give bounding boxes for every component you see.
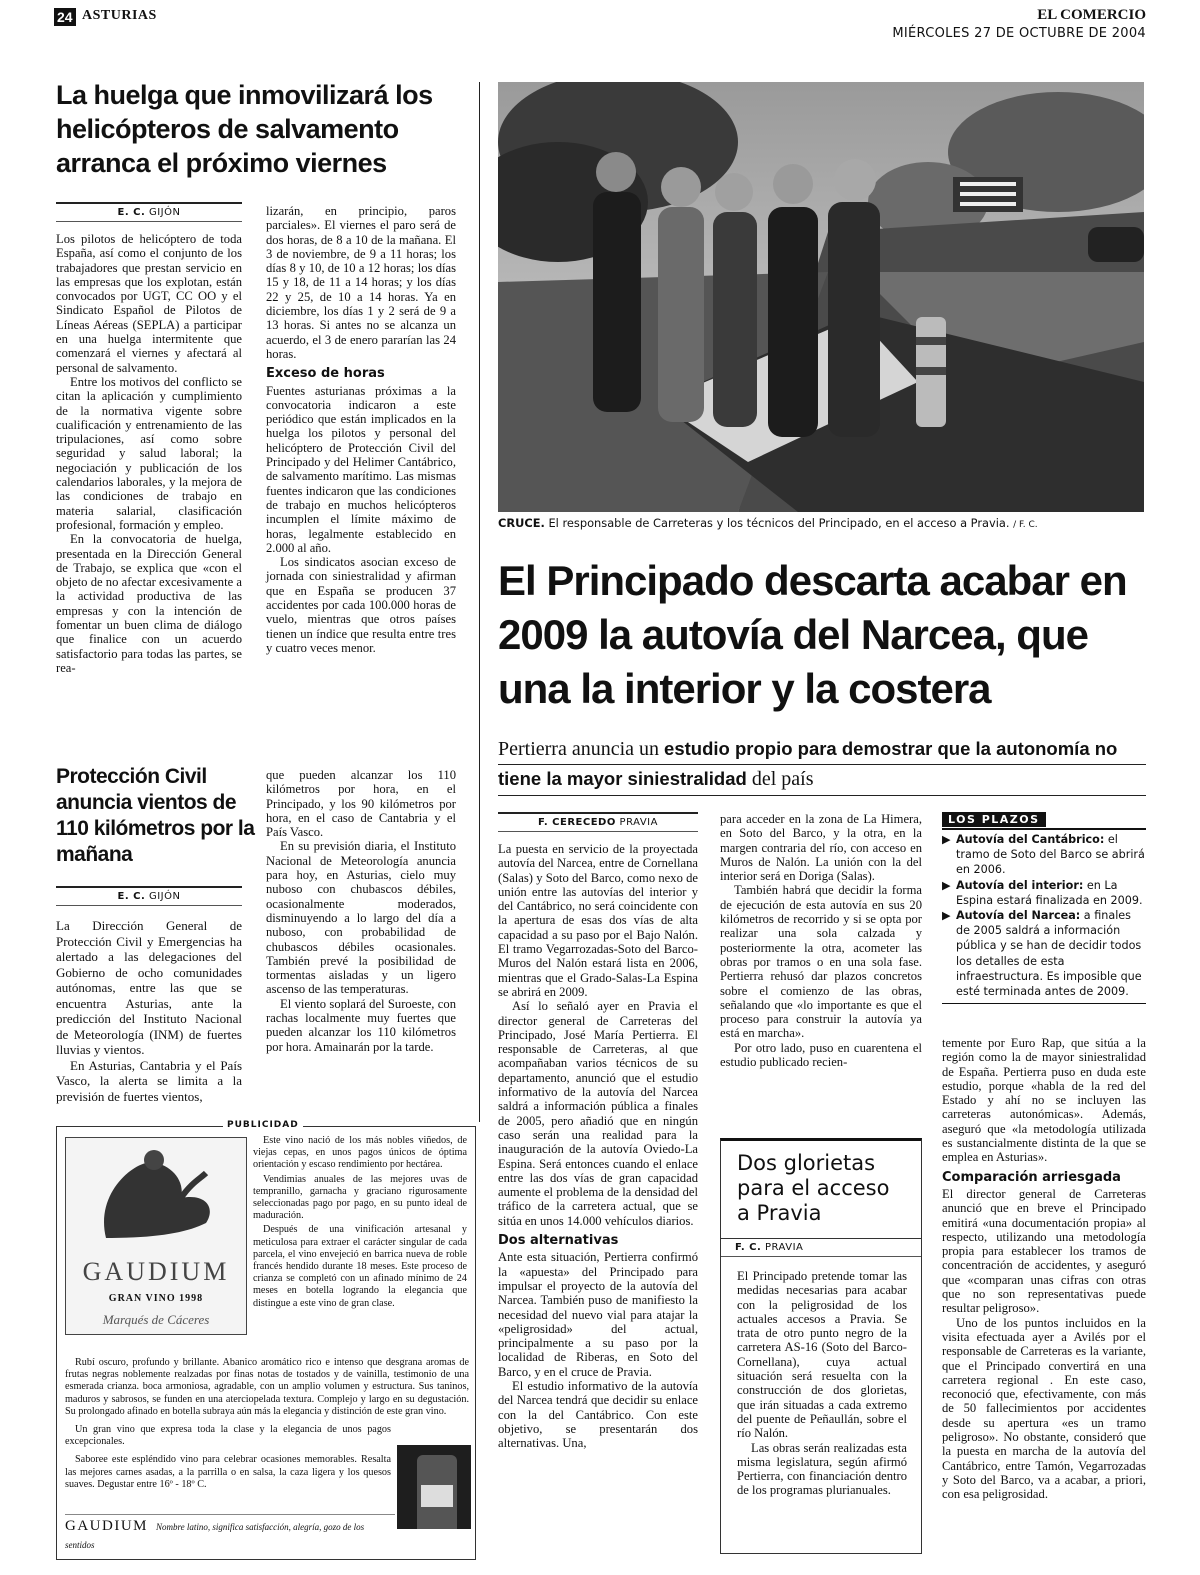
issue-date: MIÉRCOLES 27 DE OCTUBRE DE 2004 — [892, 26, 1146, 41]
paragraph: Así lo señaló ayer en Pravia el director general de Carreteras del Principado, José María Pertierra. El responsable de Carreteras, al que acompañaban varios técnicos de su departamento, anunció que el estudio informativo de la autovía del Narcea saldrá a información pública a finales de 2005, pero añadió que en ningún caso serán una realidad para la inauguración de la autovía Oviedo-La Espina. Será entonces cuando el enlace entre las dos vías de gran capacidad aumente el problema de la densidad del tráfico de la carretera actual, que se sitúa en unos 14.000 vehículos diarios. — [498, 999, 698, 1228]
column-rule — [479, 82, 480, 1122]
byline-place: PRAVIA — [764, 1242, 804, 1253]
paragraph: Uno de los puntos incluidos en la visita efectuada ayer a Avilés por el responsable de Carreteras es la variante, que el Principado convertirá en una carretera regional . En este caso, reconoció que, efectivamente, con más de 50 fallecimientos por accidentes desde su apertura «es un tramo peligroso». No obstante, consideró que la puesta en marcha de la autovía del Cantábrico, entre Tamón, Vegarrozadas y Soto del Barco, va a acabar, a priori, con esa peligrosidad. — [942, 1315, 1146, 1502]
page-header — [54, 6, 1146, 44]
ad-paragraph: Saboree este espléndido vino para celebrar ocasiones memorables. Resalta las mejores carnes asadas, a la parrilla o en salsa, la caza ligera y los quesos suaves. Degustar entre 16º - 18º C. — [65, 1454, 391, 1490]
paragraph: El viento soplará del Suroeste, con rachas localmente muy fuertes que pueden alcanzar los 110 kilómetros por hora. Amainarán por la tarde. — [266, 996, 456, 1054]
ad-footer-tagline: Nombre latino, significa satisfacción, alegría, gozo de los sentidos — [65, 1522, 365, 1550]
huelga-byline — [56, 202, 242, 222]
byline-place: GIJÓN — [148, 891, 181, 902]
byline-author: F. CERECEDO — [538, 817, 616, 828]
paragraph: Ante esta situación, Pertierra confirmó la «apuesta» del Principado para impulsar el proyecto de la autovía del Narcea. También puso de manifiesto la necesidad del nuevo vial para atajar la «peligrosidad» del actual, principalmente a su paso por la localidad de Riberas, en Soto del Barco, y en el cruce de Pravia. — [498, 1250, 698, 1379]
bullet-icon: ▶ — [942, 833, 951, 846]
proteccion-byline — [56, 886, 242, 906]
proteccion-headline: Protección Civil anuncia vientos de 110 kilómetros por la mañana — [56, 765, 255, 866]
bullet-icon: ▶ — [942, 909, 951, 923]
ad-paragraph: Este vino nació de los más nobles viñedos, de viejas cepas, en unos pagos únicos de óptima orientación y escaso rendimiento por hectárea. — [253, 1135, 467, 1171]
huelga-subhead: Exceso de horas — [266, 366, 385, 382]
glorietas-body — [737, 1269, 907, 1498]
huelga-column-2 — [266, 204, 456, 655]
proteccion-column-2 — [266, 768, 456, 1054]
paragraph: Las obras serán realizadas esta misma legislatura, según afirmó Pertierra, con financiación dentro de los programas plurianuales. — [737, 1440, 907, 1498]
paragraph: El estudio informativo de la autovía del Narcea tendrá que decidir su enlace con la del Cantábrico. Con este objetivo, se presentarán dos alternativas. Una, — [498, 1378, 698, 1451]
paragraph: En la convocatoria de huelga, presentada en la Dirección General de Trabajo, se explica que «con el objeto de no afectar excesivamente a la actividad productiva de las empresas y con la intención de fomentar un buen clima de diálogo que finalice con un acuerdo satisfactorio para todas las partes, se rea- — [56, 532, 242, 675]
ad-label-box — [65, 1137, 247, 1335]
huelga-column-1 — [56, 232, 242, 675]
bottle-icon — [397, 1445, 471, 1529]
caption-lead: CRUCE. — [498, 516, 545, 530]
main-headline: El Principado descarta acabar en 2009 la autovía del Narcea, que una la interior y la costera — [498, 557, 1127, 712]
paragraph: El director general de Carreteras anunció que en breve el Principado emitirá «una documentación propia» al respecto, utilizando una metodología propia para establecer los tramos de concentración de accidentes, y aseguró que «comparan unas cifras con otras que no son representativas puede resultar peligroso». — [942, 1186, 1146, 1316]
ad-paragraph: Un gran vino que expresa toda la clase y la elegancia de unos pagos excepcionales. — [65, 1424, 391, 1448]
deck-rule-bottom — [498, 795, 1146, 796]
paragraph: Fuentes asturianas próximas a la convocatoria indicaron a este periódico que están implicados en la huelga los pilotos y personal del helicóptero de Protección Civil del Principado y del Helimer Cantábrico, de salvamento marítimo. Las mismas fuentes indicaron que las condiciones de trabajo en muchos helicópteros incumplen el límite máximo de horas, legalmente establecido en 2.000 al año. — [266, 383, 456, 555]
bacchus-figure-icon — [66, 1138, 246, 1248]
paragraph: Entre los motivos del conflicto se citan la aplicación y cumplimiento de la normativa vigente sobre cualificación y entrenamiento de las tripulaciones, así como sobre seguridad y salud laboral; la negociación y publicación de los calendarios laborales, y la mejora de las condiciones de trabajo en materia salarial, clasificación profesional, formación y empleo. — [56, 374, 242, 532]
ad-vintage: GRAN VINO 1998 — [108, 1293, 204, 1304]
plazos-item-text: el tramo de Soto del Barco se abrirá en 2006. — [956, 833, 1145, 877]
paragraph: que pueden alcanzar los 110 kilómetros por hora, en el Principado, y los 90 kilómetros por hora, en el caso de Cantabria y el País Vasco. — [266, 768, 456, 840]
byline-author: F. C. — [735, 1242, 762, 1253]
ad-producer: Marqués de Cáceres — [102, 1312, 210, 1327]
section-name: ASTURIAS — [82, 8, 157, 23]
glorietas-headline: Dos glorietas para el acceso a Pravia — [737, 1151, 890, 1225]
ad-text-top — [253, 1135, 467, 1310]
paragraph: temente por Euro Rap, que sitúa a la región como la de mayor siniestralidad de España. Pertierra puso en duda este estudio, porque «habla de la red del Estado y ahí no se incluyen las carreteras autonómicas». Además, aseguró que «la metodología utilizada es sustancialmente distinta de la que se emplea en Asturias». — [942, 1036, 1146, 1165]
plazos-item-name: Autovía del Cantábrico: — [956, 833, 1105, 846]
plazos-item — [942, 832, 1146, 878]
paragraph: La Dirección General de Protección Civil y Emergencias ha alertado a las delegaciones del Gobierno de ocho comunidades autónomas, entre las que se encuentra Asturias, ante la predicción del Instituto Nacional de Meteorología (INM) de fuertes lluvias y vientos. — [56, 918, 242, 1057]
caption-text: El responsable de Carreteras y los técnicos del Principado, en el acceso a Pravia. — [548, 516, 1010, 530]
main-column-3 — [942, 1036, 1146, 1502]
deck-part-3: del país — [746, 768, 814, 790]
newspaper-name: EL COMERCIO — [1037, 7, 1146, 23]
paragraph: Los pilotos de helicóptero de toda España, así como el conjunto de los trabajadores que prestan servicio en las empresas que los explotan, están convocados por UGT, CC OO y el Sindicato Español de Pilotos de Líneas Aéreas (SEPLA) a participar en una huelga intermitente que comenzará el viernes y afectará al personal de salvamento. — [56, 232, 242, 375]
deck-part-1: Pertierra anuncia un — [498, 738, 665, 760]
plazos-item-name: Autovía del Narcea: — [956, 909, 1081, 923]
byline-author: E. C. — [117, 207, 146, 218]
paragraph: La puesta en servicio de la proyectada autovía del Narcea, entre de Cornellana (Salas) y Soto del Barco, como nexo de unión entre las autovías del interior y del Cantábrico, no será coincidente con la apertura de esas dos vías de alta capacidad a su paso por el Bajo Nalón. El tramo Vegarrozadas-Soto del Barco-Muros del Nalón estará lista en 2006, mientras que el Grado-Salas-La Espina se abrirá en 2009. — [498, 842, 698, 999]
deck-rule — [498, 764, 1146, 765]
bullet-icon: ▶ — [942, 878, 951, 892]
ad-footer-brand: GAUDIUM — [65, 1518, 148, 1534]
plazos-list — [942, 832, 1146, 999]
plazos-box — [942, 810, 1146, 1004]
photo-credit: / F. C. — [1013, 520, 1038, 530]
ad-paragraph: Vendimias anuales de las mejores uvas de tempranillo, garnacha y graciano rigurosamente seleccionadas pago por pago, en su punto ideal de maduración. — [253, 1173, 467, 1222]
paragraph: En Asturias, Cantabria y el País Vasco, la alerta se limita a la previsión de fuertes vientos, — [56, 1057, 242, 1104]
paragraph: En su previsión diaria, el Instituto Nacional de Meteorología anuncia para hoy, en Asturias, cielo muy nuboso con chubascos débiles, ocasionalmente moderados, disminuyendo a lo largo del día a nuboso, con probabilidad de chubascos débiles ocasionales. También prevé la posibilidad de tormentas aisladas y un ligero ascenso de las temperaturas. — [266, 839, 456, 997]
paragraph: El Principado pretende tomar las medidas necesarias para acabar con la peligrosidad de los actuales accesos a Pravia. Se trata de otro punto negro de la carretera AS-16 (Soto del Barco-Cornellana), cuya actual situación será resuelta con la construcción de dos glorietas, que irán situadas a cada extremo del puente de Peñaullán, sobre el río Nalón. — [737, 1269, 907, 1441]
photo-caption — [498, 516, 1148, 530]
glorietas-box — [720, 1138, 922, 1554]
plazos-item — [942, 908, 1146, 999]
paragraph: lizarán, en principio, paros parciales». El viernes el paro será de dos horas, de 8 a 10 de la mañana. El 3 de noviembre, de 9 a 11 horas; los días 8 y 10, de 10 a 12 horas; los días 15 y 18, de 11 a 14 horas; y los días 22 y 25, de 10 a 14 horas. Ya en diciembre, los días 1 y 2 será de 9 a 13 horas. Si antes no se alcanza un acuerdo, el 3 de enero pararían las 24 horas. — [266, 204, 456, 361]
news-photo — [498, 82, 1144, 512]
byline-place: GIJÓN — [148, 207, 181, 218]
paragraph: Por otro lado, puso en cuarentena el estudio publicado recien- — [720, 1040, 922, 1070]
byline-author: E. C. — [117, 891, 146, 902]
ad-paragraph: Después de una vinificación artesanal y meticulosa para extraer el carácter singular de cada parcela, el vino envejeció en barrica nueva de roble francés hendido durante 18 meses. Este proceso de crianza se completó con un afinado mínimo de 24 meses en botella logrando la elegancia que distingue a este vino de gran clase. — [253, 1224, 467, 1309]
plazos-item — [942, 878, 1146, 908]
paragraph: Los sindicatos asocian exceso de jornada con siniestralidad y afirman que en España se producen 37 accidentes por cada 100.000 horas de vuelo, mientras que otros países tienen un índice que resulta entre tres y cuatro veces menor. — [266, 555, 456, 655]
plazos-item-text: en La Espina estará finalizada en 2009. — [956, 878, 1143, 907]
plazos-item-name: Autovía del interior: — [956, 878, 1084, 892]
main-column-1 — [498, 842, 698, 1450]
paragraph: para acceder en la zona de La Himera, en Soto del Barco, y la otra, en la margen contraria del río, con acceso en Muros de Nalón. La unión con la del interior será en Doriga (Salas). — [720, 812, 922, 884]
photo-roadside-meeting — [498, 82, 1144, 512]
plazos-item-text: a finales de 2005 saldrá a información pública y se han de decidir todos los detalles de esta infraestructura. Es imposible que esté terminada antes de 2009. — [956, 909, 1142, 999]
wine-bottle-image — [397, 1445, 471, 1529]
glorietas-byline — [721, 1238, 921, 1257]
main-byline — [498, 812, 698, 832]
paragraph: También habrá que decidir la forma de ejecución de esta autovía en sus 20 kilómetros de recorrido y si se opta por realizar una sola calzada y posteriormente la otra, acometer las obras por tramos o en una sola fase. Pertierra rehusó dar plazos concretos sobre el comienzo de las obras, señalando que «lo importante es que el proceso para construir la autovía ya está en marcha». — [720, 883, 922, 1041]
huelga-headline: La huelga que inmovilizará los helicópteros de salvamento arranca el próximo viernes — [56, 80, 433, 178]
main-subhead-2: Comparación arriesgada — [942, 1169, 1121, 1185]
plazos-title: LOS PLAZOS — [942, 812, 1046, 827]
ad-brand-logo: GAUDIUM — [82, 1257, 230, 1286]
main-column-2 — [720, 812, 922, 1069]
proteccion-column-1 — [56, 918, 242, 1104]
ad-label: PUBLICIDAD — [223, 1120, 303, 1130]
ad-footer — [65, 1514, 395, 1553]
byline-place: PRAVIA — [619, 817, 658, 828]
ad-paragraph: Rubí oscuro, profundo y brillante. Abanico aromático rico e intenso que desgrana aromas de frutas negras noblemente realzadas por finas notas de tostados y de vainilla, testimonio de una esmerada crianza. boca armoniosa, agradable, con un amplio volumen y estructura. Sus taninos, maduros y sabrosos, se funden en una aterciopelada textura. Complejo y largo en su degustación. Su prolongado afinado en botella subraya aún más la elegancia y distinción de este gran vino. — [65, 1357, 469, 1417]
page-number: 24 — [54, 8, 76, 26]
wine-ad — [56, 1120, 476, 1560]
deck-part-2: estudio propio para demostrar que la autonomía no tiene la mayor siniestralidad — [498, 738, 1118, 789]
main-subhead-1: Dos alternativas — [498, 1233, 619, 1249]
